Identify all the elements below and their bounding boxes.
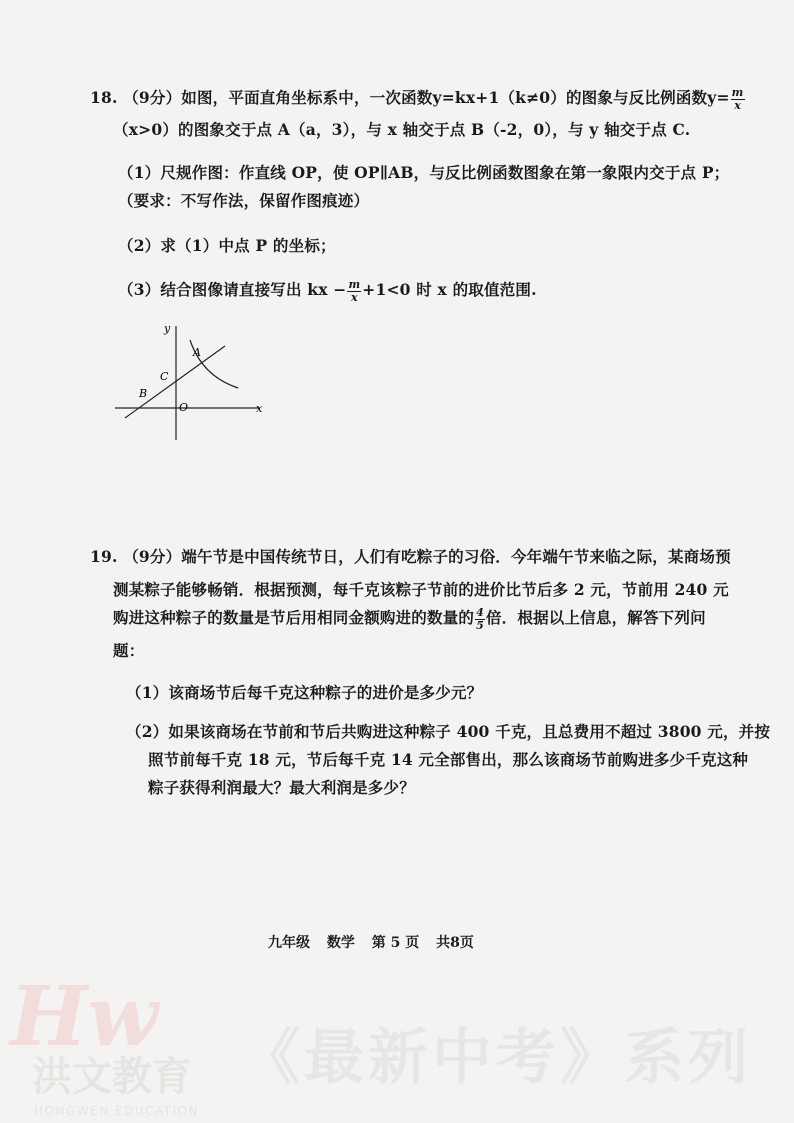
footer-grade: 九年级 (268, 935, 310, 951)
q19-text1: （9分）端午节是中国传统节日，人们有吃粽子的习俗．今年端午节来临之际，某商场预 (123, 547, 731, 566)
graph-label-y: y (164, 322, 171, 335)
q18-text-b: y=kx+1（k≠0）的图象与反比例函数 (432, 88, 708, 107)
q18-part1: （1）尺规作图：作直线 OP，使 OP∥AB，与反比例函数图象在第一象限内交于点 P； (118, 163, 730, 182)
q19-line1 (90, 545, 731, 567)
q18-part3-b: +1<0 时 x 的取值范围. (362, 280, 537, 299)
graph-label-c: C (160, 370, 169, 383)
q18-part3-frac-num: m (348, 277, 361, 291)
q19-line2: 测某粽子能够畅销．根据预测，每千克该粽子节前的进价比节后多 2 元，节前用 240 元 (113, 580, 729, 599)
q19-line3-b: 倍．根据以上信息，解答下列问 (485, 608, 706, 627)
logo-company-name: 洪文教育 (32, 1054, 192, 1100)
line-ab (125, 346, 225, 418)
q19-frac-den: 5 (476, 618, 484, 632)
q18-part3-a: （3）结合图像请直接写出 kx − (118, 280, 347, 299)
q19-frac-num: 4 (476, 605, 484, 619)
q18-text-c: y= (707, 88, 730, 107)
q18-fraction (731, 87, 745, 112)
q19-fraction (475, 607, 485, 632)
graph-label-x: x (256, 402, 263, 415)
graph-label-b: B (139, 387, 148, 400)
q18-number: 18. (90, 88, 118, 107)
q19-part2-line1: （2）如果该商场在节前和节后共购进这种粽子 400 千克，且总费用不超过 3800 元，并按 (126, 722, 771, 741)
graph-label-a: A (193, 346, 201, 359)
q19-number: 19. (90, 547, 118, 566)
q19-part2-line2: 照节前每千克 18 元，节后每千克 14 元全部售出，那么该商场节前购进多少千克这种 (148, 750, 749, 769)
logo-letters: Hw (10, 969, 159, 1065)
q19-line3 (113, 606, 706, 632)
series-watermark: 《最新中考》系列 (240, 1023, 752, 1093)
q19-line3-a: 购进这种粽子的数量是节后用相同金额购进的数量的 (113, 608, 475, 627)
q18-line2: （x>0）的图象交于点 A（a，3），与 x 轴交于点 B（-2，0），与 y 轴交于点 C. (113, 120, 691, 139)
q18-part3-fraction (347, 279, 361, 304)
q19-line4: 题： (113, 641, 145, 660)
q18-line1 (90, 86, 746, 112)
q18-frac-den: x (734, 98, 741, 112)
q18-coordinate-graph (110, 318, 270, 448)
q18-part3-frac-den: x (350, 290, 358, 304)
page-footer (268, 932, 486, 952)
q18-text-a: （9分）如图，平面直角坐标系中，一次函数 (123, 88, 433, 107)
graph-label-origin: O (179, 401, 189, 414)
hongwen-logo-watermark (0, 960, 260, 1123)
footer-subject: 数学 (326, 935, 355, 951)
q18-part3 (118, 278, 537, 304)
q19-part2-line3: 粽子获得利润最大？最大利润是多少？ (148, 778, 415, 797)
q18-part1-note: （要求：不写作法，保留作图痕迹） (118, 191, 370, 210)
q18-part2: （2）求（1）中点 P 的坐标； (118, 236, 336, 255)
q19-part1: （1）该商场节后每千克这种粽子的进价是多少元？ (126, 683, 483, 702)
q18-frac-num: m (731, 85, 744, 99)
logo-company-en: HONGWEN EDUCATION (34, 1104, 200, 1118)
footer-total: 共8页 (436, 935, 474, 951)
footer-page: 第 5 页 (371, 935, 420, 951)
